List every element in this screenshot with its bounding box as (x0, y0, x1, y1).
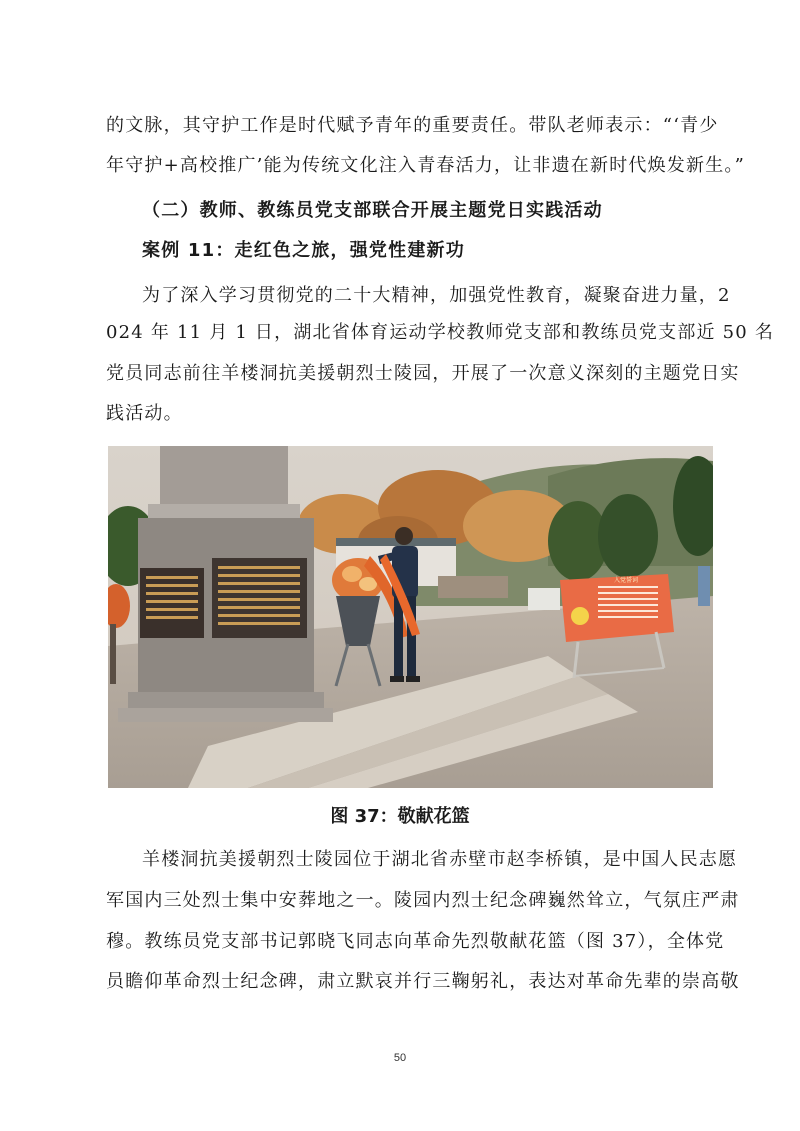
text-line: 的文脉，其守护工作是时代赋予青年的重要责任。带队老师表示：“‘青少 (106, 115, 719, 136)
section-heading: （二）教师、教练员党支部联合开展主题党日实践活动 (142, 200, 603, 221)
text-line: 践活动。 (106, 403, 183, 424)
figure-caption: 图 37：敬献花篮 (330, 806, 470, 827)
text-line: 024 年 11 月 1 日，湖北省体育运动学校教师党支部和教练员党支部近 50 名 (106, 322, 775, 343)
text-line: 年守护+高校推广’能为传统文化注入青春活力，让非遗在新时代焕发新生。” (106, 155, 746, 176)
page-number: 50 (393, 1052, 407, 1064)
text-line: 羊楼洞抗美援朝烈士陵园位于湖北省赤壁市赵李桥镇，是中国人民志愿 (142, 849, 738, 870)
memorial-photo (108, 446, 713, 788)
case-heading: 案例 11：走红色之旅，强党性建新功 (142, 240, 465, 261)
text-line: 军国内三处烈士集中安葬地之一。陵园内烈士纪念碑巍然耸立，气氛庄严肃 (106, 890, 740, 911)
text-line: 员瞻仰革命烈士纪念碑，肃立默哀并行三鞠躬礼，表达对革命先辈的崇高敬 (106, 971, 740, 992)
text-line: 党员同志前往羊楼洞抗美援朝烈士陵园，开展了一次意义深刻的主题党日实 (106, 363, 740, 384)
sign-title: 入党誓词 (614, 577, 639, 584)
text-line: 为了深入学习贯彻党的二十大精神，加强党性教育，凝聚奋进力量，2 (142, 285, 731, 306)
text-line: 穆。教练员党支部书记郭晓飞同志向革命先烈敬献花篮（图 37），全体党 (106, 931, 725, 952)
